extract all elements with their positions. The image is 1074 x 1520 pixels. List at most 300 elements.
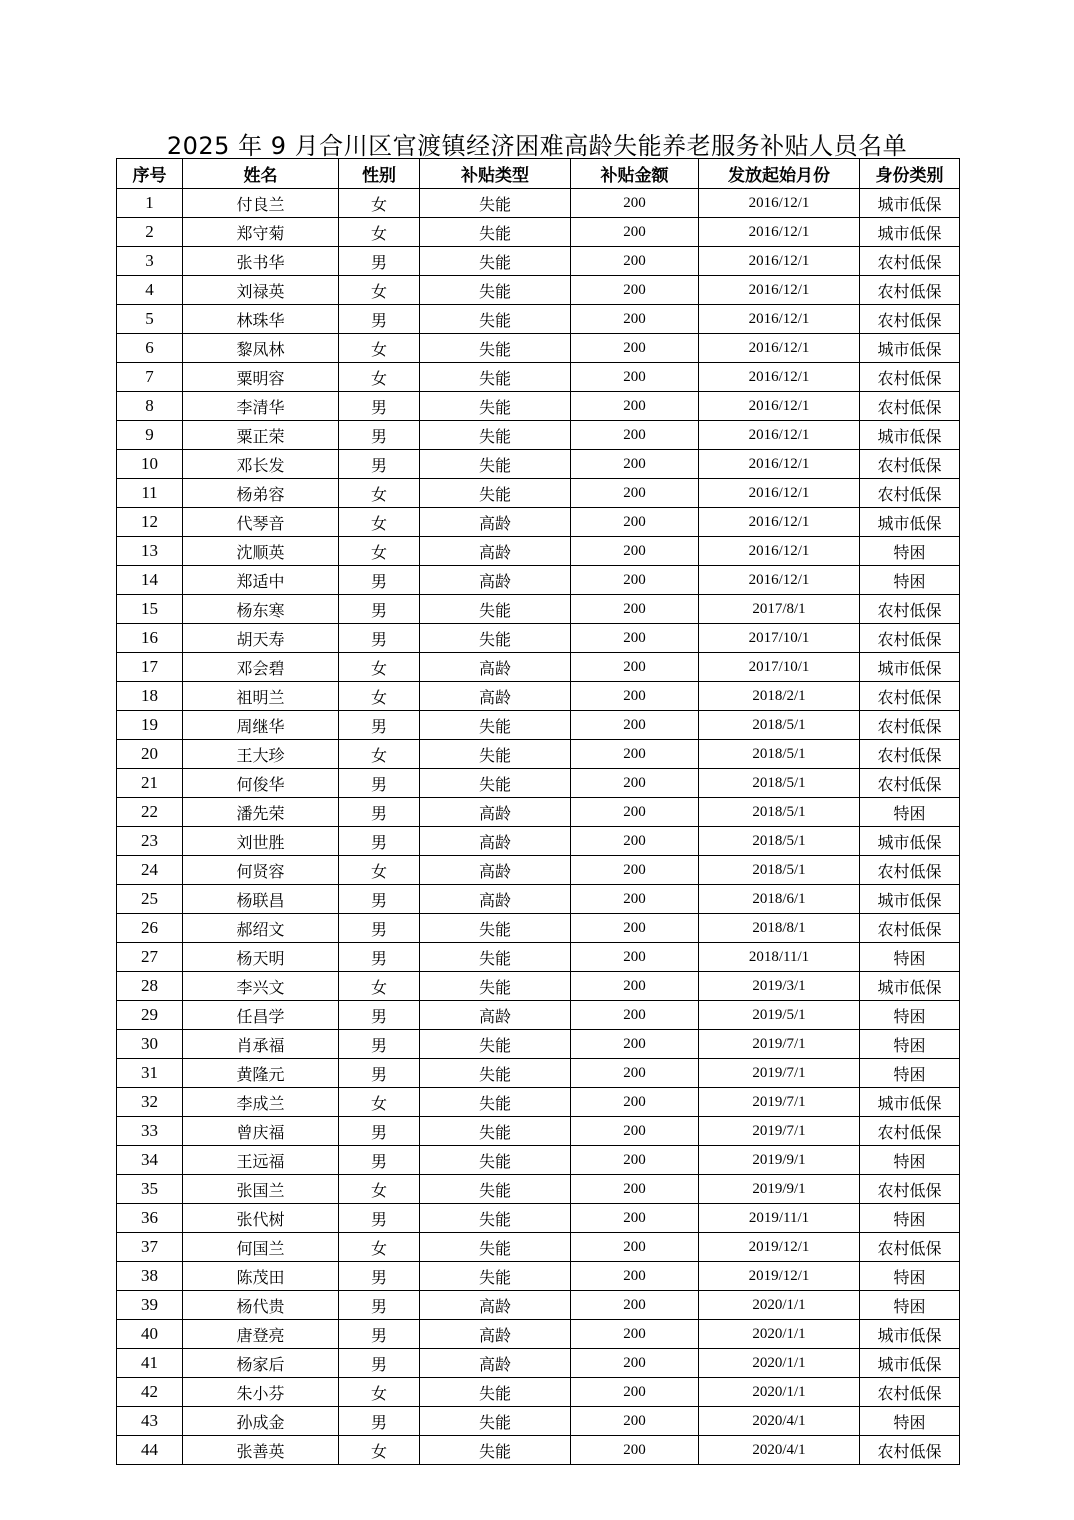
cell-identity-category: 农村低保 <box>860 740 960 769</box>
cell-name: 李成兰 <box>183 1088 339 1117</box>
cell-index: 39 <box>117 1291 183 1320</box>
cell-identity-category: 特困 <box>860 537 960 566</box>
cell-identity-category: 特困 <box>860 566 960 595</box>
cell-subsidy-type: 失能 <box>420 1407 571 1436</box>
cell-gender: 男 <box>339 247 420 276</box>
cell-start-month: 2020/4/1 <box>699 1436 860 1465</box>
cell-subsidy-amount: 200 <box>571 943 699 972</box>
cell-subsidy-amount: 200 <box>571 624 699 653</box>
cell-name: 粟明容 <box>183 363 339 392</box>
cell-index: 4 <box>117 276 183 305</box>
cell-subsidy-type: 高龄 <box>420 1349 571 1378</box>
cell-start-month: 2016/12/1 <box>699 537 860 566</box>
cell-subsidy-type: 高龄 <box>420 798 571 827</box>
cell-start-month: 2016/12/1 <box>699 392 860 421</box>
cell-start-month: 2016/12/1 <box>699 508 860 537</box>
cell-gender: 男 <box>339 450 420 479</box>
cell-name: 唐登亮 <box>183 1320 339 1349</box>
cell-start-month: 2016/12/1 <box>699 247 860 276</box>
cell-subsidy-type: 失能 <box>420 276 571 305</box>
cell-index: 44 <box>117 1436 183 1465</box>
cell-subsidy-amount: 200 <box>571 856 699 885</box>
cell-index: 30 <box>117 1030 183 1059</box>
cell-subsidy-type: 失能 <box>420 421 571 450</box>
table-row <box>117 1204 960 1233</box>
cell-identity-category: 特困 <box>860 1407 960 1436</box>
cell-gender: 男 <box>339 1117 420 1146</box>
cell-subsidy-type: 高龄 <box>420 885 571 914</box>
page-title: 2025 年 9 月合川区官渡镇经济困难高龄失能养老服务补贴人员名单 <box>166 132 908 161</box>
cell-identity-category: 特困 <box>860 1291 960 1320</box>
cell-index: 1 <box>117 189 183 218</box>
header-index: 序号 <box>117 159 183 189</box>
cell-subsidy-amount: 200 <box>571 218 699 247</box>
cell-name: 张国兰 <box>183 1175 339 1204</box>
cell-start-month: 2016/12/1 <box>699 566 860 595</box>
cell-name: 刘禄英 <box>183 276 339 305</box>
cell-gender: 女 <box>339 972 420 1001</box>
cell-identity-category: 农村低保 <box>860 392 960 421</box>
cell-identity-category: 特困 <box>860 1059 960 1088</box>
cell-identity-category: 城市低保 <box>860 653 960 682</box>
table-row <box>117 1001 960 1030</box>
cell-start-month: 2019/3/1 <box>699 972 860 1001</box>
cell-name: 邓会碧 <box>183 653 339 682</box>
table-row <box>117 914 960 943</box>
cell-subsidy-amount: 200 <box>571 421 699 450</box>
cell-identity-category: 农村低保 <box>860 624 960 653</box>
cell-subsidy-type: 失能 <box>420 450 571 479</box>
cell-identity-category: 农村低保 <box>860 682 960 711</box>
cell-subsidy-type: 失能 <box>420 740 571 769</box>
cell-start-month: 2016/12/1 <box>699 276 860 305</box>
cell-name: 郑适中 <box>183 566 339 595</box>
cell-subsidy-amount: 200 <box>571 914 699 943</box>
cell-index: 28 <box>117 972 183 1001</box>
cell-identity-category: 农村低保 <box>860 711 960 740</box>
cell-gender: 男 <box>339 1001 420 1030</box>
cell-subsidy-type: 失能 <box>420 363 571 392</box>
cell-subsidy-type: 失能 <box>420 1436 571 1465</box>
cell-gender: 男 <box>339 711 420 740</box>
cell-name: 张善英 <box>183 1436 339 1465</box>
table-row <box>117 972 960 1001</box>
cell-subsidy-amount: 200 <box>571 392 699 421</box>
cell-identity-category: 特困 <box>860 1030 960 1059</box>
cell-gender: 女 <box>339 189 420 218</box>
cell-subsidy-type: 失能 <box>420 247 571 276</box>
cell-index: 6 <box>117 334 183 363</box>
cell-start-month: 2019/7/1 <box>699 1059 860 1088</box>
cell-index: 29 <box>117 1001 183 1030</box>
cell-gender: 女 <box>339 363 420 392</box>
cell-subsidy-type: 高龄 <box>420 537 571 566</box>
cell-index: 8 <box>117 392 183 421</box>
cell-identity-category: 特困 <box>860 1146 960 1175</box>
cell-index: 27 <box>117 943 183 972</box>
table-row <box>117 392 960 421</box>
cell-subsidy-amount: 200 <box>571 1233 699 1262</box>
cell-gender: 男 <box>339 1059 420 1088</box>
cell-subsidy-type: 高龄 <box>420 682 571 711</box>
cell-index: 43 <box>117 1407 183 1436</box>
cell-subsidy-type: 高龄 <box>420 508 571 537</box>
cell-start-month: 2019/11/1 <box>699 1204 860 1233</box>
cell-index: 20 <box>117 740 183 769</box>
cell-subsidy-type: 失能 <box>420 189 571 218</box>
cell-index: 9 <box>117 421 183 450</box>
cell-name: 朱小芬 <box>183 1378 339 1407</box>
cell-name: 杨联昌 <box>183 885 339 914</box>
cell-gender: 女 <box>339 334 420 363</box>
table-row <box>117 595 960 624</box>
cell-subsidy-type: 失能 <box>420 479 571 508</box>
cell-name: 潘先荣 <box>183 798 339 827</box>
cell-subsidy-amount: 200 <box>571 740 699 769</box>
cell-identity-category: 农村低保 <box>860 1117 960 1146</box>
cell-subsidy-amount: 200 <box>571 1407 699 1436</box>
header-name: 姓名 <box>183 159 339 189</box>
cell-identity-category: 农村低保 <box>860 1175 960 1204</box>
cell-gender: 女 <box>339 508 420 537</box>
cell-subsidy-amount: 200 <box>571 479 699 508</box>
cell-start-month: 2018/5/1 <box>699 827 860 856</box>
cell-subsidy-type: 高龄 <box>420 856 571 885</box>
cell-subsidy-type: 高龄 <box>420 1291 571 1320</box>
cell-subsidy-amount: 200 <box>571 972 699 1001</box>
cell-name: 曾庆福 <box>183 1117 339 1146</box>
cell-gender: 女 <box>339 1175 420 1204</box>
cell-index: 41 <box>117 1349 183 1378</box>
cell-name: 杨弟容 <box>183 479 339 508</box>
cell-subsidy-type: 失能 <box>420 1175 571 1204</box>
cell-index: 25 <box>117 885 183 914</box>
cell-identity-category: 特困 <box>860 943 960 972</box>
table-row <box>117 798 960 827</box>
cell-name: 粟正荣 <box>183 421 339 450</box>
cell-name: 杨代贵 <box>183 1291 339 1320</box>
cell-start-month: 2016/12/1 <box>699 305 860 334</box>
cell-subsidy-type: 失能 <box>420 1262 571 1291</box>
cell-identity-category: 城市低保 <box>860 334 960 363</box>
cell-index: 3 <box>117 247 183 276</box>
cell-name: 任昌学 <box>183 1001 339 1030</box>
cell-index: 19 <box>117 711 183 740</box>
table-header <box>117 159 960 189</box>
table-row <box>117 653 960 682</box>
table-row <box>117 334 960 363</box>
cell-subsidy-amount: 200 <box>571 682 699 711</box>
table-row <box>117 566 960 595</box>
cell-gender: 男 <box>339 1262 420 1291</box>
cell-identity-category: 城市低保 <box>860 1349 960 1378</box>
cell-subsidy-amount: 200 <box>571 537 699 566</box>
cell-index: 2 <box>117 218 183 247</box>
cell-subsidy-amount: 200 <box>571 885 699 914</box>
cell-subsidy-amount: 200 <box>571 1204 699 1233</box>
cell-identity-category: 农村低保 <box>860 450 960 479</box>
cell-start-month: 2019/9/1 <box>699 1146 860 1175</box>
cell-start-month: 2020/1/1 <box>699 1378 860 1407</box>
cell-gender: 女 <box>339 276 420 305</box>
cell-name: 刘世胜 <box>183 827 339 856</box>
cell-subsidy-type: 失能 <box>420 624 571 653</box>
table-row <box>117 769 960 798</box>
cell-subsidy-amount: 200 <box>571 1349 699 1378</box>
cell-start-month: 2018/6/1 <box>699 885 860 914</box>
table-row <box>117 537 960 566</box>
cell-name: 代琴音 <box>183 508 339 537</box>
cell-subsidy-type: 高龄 <box>420 653 571 682</box>
cell-start-month: 2017/8/1 <box>699 595 860 624</box>
table-row <box>117 508 960 537</box>
cell-name: 胡天寿 <box>183 624 339 653</box>
cell-subsidy-type: 失能 <box>420 595 571 624</box>
header-subsidy-amount: 补贴金额 <box>571 159 699 189</box>
cell-name: 杨家后 <box>183 1349 339 1378</box>
cell-index: 13 <box>117 537 183 566</box>
cell-index: 38 <box>117 1262 183 1291</box>
cell-index: 42 <box>117 1378 183 1407</box>
cell-start-month: 2017/10/1 <box>699 624 860 653</box>
table-row <box>117 856 960 885</box>
cell-subsidy-type: 失能 <box>420 972 571 1001</box>
table-row <box>117 885 960 914</box>
cell-index: 21 <box>117 769 183 798</box>
cell-gender: 女 <box>339 1233 420 1262</box>
cell-subsidy-amount: 200 <box>571 1378 699 1407</box>
cell-start-month: 2018/5/1 <box>699 798 860 827</box>
table-row <box>117 305 960 334</box>
cell-index: 7 <box>117 363 183 392</box>
cell-name: 黄隆元 <box>183 1059 339 1088</box>
cell-identity-category: 城市低保 <box>860 508 960 537</box>
cell-subsidy-type: 失能 <box>420 1146 571 1175</box>
cell-identity-category: 农村低保 <box>860 1436 960 1465</box>
cell-gender: 男 <box>339 1291 420 1320</box>
cell-index: 33 <box>117 1117 183 1146</box>
cell-index: 23 <box>117 827 183 856</box>
cell-subsidy-amount: 200 <box>571 1262 699 1291</box>
cell-index: 12 <box>117 508 183 537</box>
table-row <box>117 1291 960 1320</box>
table-row <box>117 421 960 450</box>
cell-subsidy-type: 高龄 <box>420 1320 571 1349</box>
cell-subsidy-amount: 200 <box>571 1117 699 1146</box>
cell-identity-category: 城市低保 <box>860 1320 960 1349</box>
cell-name: 孙成金 <box>183 1407 339 1436</box>
cell-index: 37 <box>117 1233 183 1262</box>
cell-subsidy-type: 失能 <box>420 218 571 247</box>
cell-identity-category: 农村低保 <box>860 363 960 392</box>
table-row <box>117 247 960 276</box>
header-start-month: 发放起始月份 <box>699 159 860 189</box>
cell-subsidy-type: 失能 <box>420 392 571 421</box>
table-row <box>117 1059 960 1088</box>
cell-identity-category: 农村低保 <box>860 247 960 276</box>
cell-start-month: 2017/10/1 <box>699 653 860 682</box>
cell-start-month: 2016/12/1 <box>699 363 860 392</box>
cell-subsidy-type: 失能 <box>420 943 571 972</box>
cell-name: 邓长发 <box>183 450 339 479</box>
cell-name: 黎凤林 <box>183 334 339 363</box>
cell-identity-category: 城市低保 <box>860 885 960 914</box>
cell-start-month: 2020/4/1 <box>699 1407 860 1436</box>
cell-start-month: 2016/12/1 <box>699 450 860 479</box>
cell-subsidy-amount: 200 <box>571 276 699 305</box>
cell-name: 郑守菊 <box>183 218 339 247</box>
cell-start-month: 2016/12/1 <box>699 334 860 363</box>
cell-index: 35 <box>117 1175 183 1204</box>
cell-identity-category: 特困 <box>860 1204 960 1233</box>
cell-gender: 女 <box>339 1378 420 1407</box>
header-gender: 性别 <box>339 159 420 189</box>
table-row <box>117 943 960 972</box>
cell-subsidy-amount: 200 <box>571 1088 699 1117</box>
cell-name: 付良兰 <box>183 189 339 218</box>
cell-gender: 男 <box>339 305 420 334</box>
cell-name: 周继华 <box>183 711 339 740</box>
cell-start-month: 2020/1/1 <box>699 1320 860 1349</box>
cell-gender: 女 <box>339 740 420 769</box>
table-row <box>117 363 960 392</box>
table-row <box>117 1436 960 1465</box>
cell-subsidy-amount: 200 <box>571 1436 699 1465</box>
cell-start-month: 2018/5/1 <box>699 740 860 769</box>
cell-subsidy-amount: 200 <box>571 1030 699 1059</box>
cell-index: 22 <box>117 798 183 827</box>
cell-subsidy-amount: 200 <box>571 1320 699 1349</box>
cell-subsidy-type: 失能 <box>420 1059 571 1088</box>
table-row <box>117 479 960 508</box>
cell-subsidy-type: 失能 <box>420 1030 571 1059</box>
cell-start-month: 2019/7/1 <box>699 1030 860 1059</box>
table-row <box>117 1349 960 1378</box>
cell-subsidy-amount: 200 <box>571 1175 699 1204</box>
cell-start-month: 2018/5/1 <box>699 769 860 798</box>
cell-gender: 男 <box>339 392 420 421</box>
cell-name: 杨天明 <box>183 943 339 972</box>
cell-identity-category: 农村低保 <box>860 769 960 798</box>
cell-identity-category: 特困 <box>860 1001 960 1030</box>
cell-gender: 女 <box>339 218 420 247</box>
cell-identity-category: 农村低保 <box>860 276 960 305</box>
cell-subsidy-amount: 200 <box>571 827 699 856</box>
cell-subsidy-type: 失能 <box>420 914 571 943</box>
cell-subsidy-amount: 200 <box>571 363 699 392</box>
table-row <box>117 711 960 740</box>
table-row <box>117 276 960 305</box>
cell-gender: 男 <box>339 1030 420 1059</box>
cell-identity-category: 农村低保 <box>860 914 960 943</box>
cell-subsidy-amount: 200 <box>571 1059 699 1088</box>
table-row <box>117 827 960 856</box>
cell-subsidy-amount: 200 <box>571 450 699 479</box>
cell-name: 何俊华 <box>183 769 339 798</box>
table-row <box>117 1233 960 1262</box>
cell-identity-category: 城市低保 <box>860 972 960 1001</box>
cell-start-month: 2019/12/1 <box>699 1262 860 1291</box>
cell-index: 34 <box>117 1146 183 1175</box>
cell-name: 林珠华 <box>183 305 339 334</box>
cell-gender: 女 <box>339 682 420 711</box>
cell-index: 11 <box>117 479 183 508</box>
cell-subsidy-type: 失能 <box>420 1233 571 1262</box>
cell-identity-category: 城市低保 <box>860 421 960 450</box>
table-row <box>117 740 960 769</box>
cell-subsidy-amount: 200 <box>571 1291 699 1320</box>
cell-subsidy-amount: 200 <box>571 334 699 363</box>
cell-name: 何国兰 <box>183 1233 339 1262</box>
header-subsidy-type: 补贴类型 <box>420 159 571 189</box>
cell-name: 肖承福 <box>183 1030 339 1059</box>
cell-start-month: 2019/9/1 <box>699 1175 860 1204</box>
cell-subsidy-type: 高龄 <box>420 566 571 595</box>
cell-index: 26 <box>117 914 183 943</box>
table-row <box>117 1407 960 1436</box>
table-body <box>117 189 960 1465</box>
cell-gender: 男 <box>339 798 420 827</box>
cell-gender: 男 <box>339 595 420 624</box>
cell-start-month: 2018/11/1 <box>699 943 860 972</box>
cell-subsidy-amount: 200 <box>571 769 699 798</box>
cell-start-month: 2016/12/1 <box>699 218 860 247</box>
cell-subsidy-amount: 200 <box>571 653 699 682</box>
cell-index: 17 <box>117 653 183 682</box>
cell-identity-category: 农村低保 <box>860 305 960 334</box>
cell-subsidy-amount: 200 <box>571 595 699 624</box>
cell-subsidy-amount: 200 <box>571 1146 699 1175</box>
cell-gender: 男 <box>339 566 420 595</box>
cell-subsidy-type: 失能 <box>420 305 571 334</box>
cell-name: 王大珍 <box>183 740 339 769</box>
cell-subsidy-type: 高龄 <box>420 1001 571 1030</box>
table-row <box>117 1378 960 1407</box>
cell-gender: 女 <box>339 479 420 508</box>
table-row <box>117 1117 960 1146</box>
cell-name: 杨东寒 <box>183 595 339 624</box>
cell-identity-category: 城市低保 <box>860 189 960 218</box>
cell-gender: 女 <box>339 856 420 885</box>
cell-subsidy-amount: 200 <box>571 508 699 537</box>
cell-gender: 男 <box>339 827 420 856</box>
cell-gender: 男 <box>339 421 420 450</box>
cell-gender: 女 <box>339 1436 420 1465</box>
cell-identity-category: 农村低保 <box>860 1378 960 1407</box>
cell-start-month: 2018/5/1 <box>699 711 860 740</box>
cell-gender: 男 <box>339 914 420 943</box>
cell-gender: 男 <box>339 1349 420 1378</box>
cell-start-month: 2016/12/1 <box>699 479 860 508</box>
cell-name: 王远福 <box>183 1146 339 1175</box>
cell-identity-category: 特困 <box>860 798 960 827</box>
cell-start-month: 2019/7/1 <box>699 1117 860 1146</box>
cell-subsidy-type: 失能 <box>420 1088 571 1117</box>
cell-start-month: 2016/12/1 <box>699 421 860 450</box>
cell-subsidy-amount: 200 <box>571 566 699 595</box>
table-row <box>117 189 960 218</box>
cell-index: 14 <box>117 566 183 595</box>
cell-subsidy-amount: 200 <box>571 798 699 827</box>
cell-name: 张代树 <box>183 1204 339 1233</box>
cell-gender: 女 <box>339 1088 420 1117</box>
cell-gender: 女 <box>339 537 420 566</box>
cell-subsidy-type: 失能 <box>420 769 571 798</box>
cell-start-month: 2018/8/1 <box>699 914 860 943</box>
cell-identity-category: 特困 <box>860 1262 960 1291</box>
roster-table <box>116 158 960 1465</box>
table-row <box>117 1030 960 1059</box>
